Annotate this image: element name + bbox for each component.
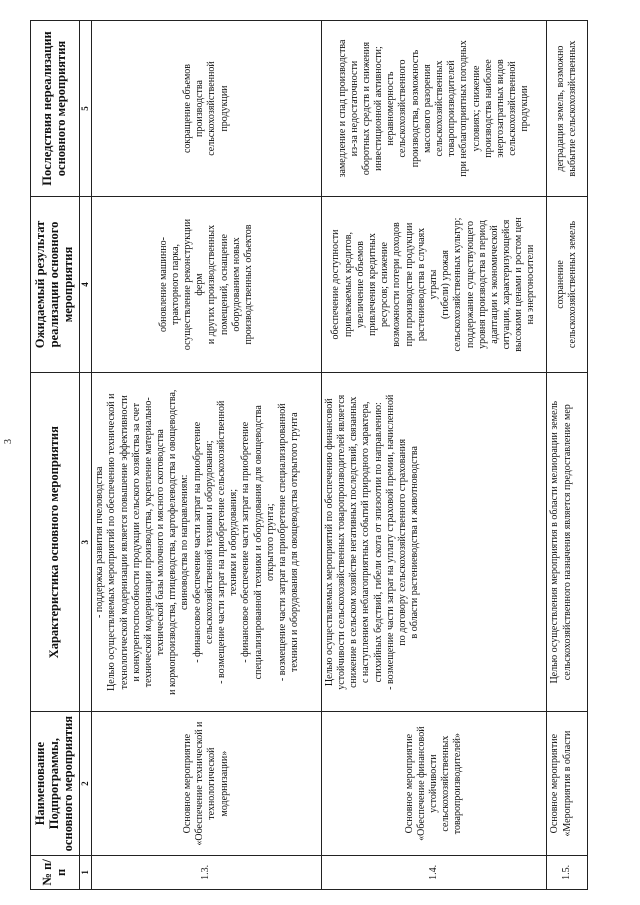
text-line: - поддержка развития пчеловодства	[94, 466, 106, 618]
header-name: Наименование Подпрограммы, основного мероприятия	[31, 712, 80, 855]
text-line: технической базы молочного и мясного скотоводства	[155, 429, 167, 656]
column-number: 5	[80, 21, 92, 197]
text-line: адаптации к экономической	[488, 225, 500, 344]
row-number: 1.3.	[92, 855, 322, 889]
text-line: продукции	[218, 85, 230, 132]
text-line: выбытие сельскохозяйственных	[567, 40, 579, 177]
text-line: ресурсов; снижение	[379, 242, 391, 327]
text-line: энергозатратных видов	[494, 59, 506, 158]
text-line: при производстве продукции	[403, 222, 415, 347]
text-line: обновление машинно-	[157, 237, 169, 332]
expected-result	[321, 197, 547, 373]
text-line: открытого грунта;	[264, 503, 276, 581]
measure-characteristic	[547, 372, 588, 712]
text-line: тракторного парка,	[169, 243, 181, 326]
text-line: условиях; снижение	[470, 65, 482, 152]
text-line: утраты	[427, 269, 439, 300]
column-number: 4	[80, 197, 92, 373]
row-number: 1.5.	[547, 855, 588, 889]
text-line: сельскохозяйственной	[206, 61, 218, 156]
text-line: сельскохозяйственных культур;	[452, 217, 464, 352]
header-consequence: Последствия нереализации основного мероприятия	[31, 21, 80, 197]
text-line: снижение в сельском хозяйстве негативных последствий, связанных	[348, 396, 360, 688]
measure-name: Основное мероприятие «Обеспечение технической и технологической модернизации»	[92, 712, 322, 855]
text-line: сельскохозяйственного	[397, 59, 409, 158]
expected-result	[92, 197, 322, 373]
table-row	[321, 21, 547, 890]
text-line: сельскохозяйственных	[434, 60, 446, 157]
measure-name: Основное мероприятие «Мероприятия в области	[547, 712, 588, 855]
text-line: деградация земель, возможно	[554, 45, 566, 172]
text-line: - финансовое обеспечение части затрат на приобретение	[191, 421, 203, 663]
text-line: Целью осуществления мероприятия в области мелиорации земель	[549, 400, 561, 684]
text-line: ферм	[194, 273, 206, 296]
text-line: инвестиционной активности;	[373, 46, 385, 171]
column-number: 3	[80, 372, 92, 712]
text-line: при неблагоприятных погодных	[458, 40, 470, 177]
text-line: технологической модернизации является повышение эффективности	[118, 395, 130, 690]
measure-name: Основное мероприятие «Обеспечение финансовой устойчивости сельскохозяйственных товаропроизводителей»	[321, 712, 547, 855]
non-implementation-consequence	[321, 21, 547, 197]
non-implementation-consequence	[92, 21, 322, 197]
text-line: растениеводства в случаях	[415, 227, 427, 342]
text-line: - финансовое обеспечение части затрат на приобретение	[240, 421, 252, 663]
table-row	[547, 21, 588, 890]
text-line: Целью осуществляемых мероприятий по обеспечению технической и	[106, 393, 118, 691]
text-line: оборудованием новых	[230, 237, 242, 332]
text-line: производства, возможность	[409, 49, 421, 168]
text-line: с наступлением неблагоприятных событий природного характера,	[360, 401, 372, 684]
header-result: Ожидаемый результат реализации основного мероприятия	[31, 197, 80, 373]
measure-characteristic	[321, 372, 547, 712]
text-line: сельскохозяйственной техники и оборудования;	[203, 440, 215, 645]
text-line: осуществление реконструкции	[182, 218, 194, 351]
header-number: № п/п	[31, 855, 80, 889]
text-line: сельскохозяйственной	[507, 61, 519, 156]
text-line: - возмещение части затрат на приобретение специализированной	[276, 403, 288, 682]
text-line: (гибели) урожая	[440, 249, 452, 320]
text-line: свиноводства по направлениям:	[179, 474, 191, 610]
text-line: поддержание существующего	[464, 221, 476, 349]
text-line: обеспечение доступности	[330, 229, 342, 340]
text-line: сокращение объемов	[182, 64, 194, 154]
text-line: стихийных бедствий, гибели скота от эпизоотии по направлению:	[372, 402, 384, 683]
text-line: Целью осуществляемых мероприятий по обеспечению финансовой	[323, 398, 335, 687]
text-line: и кормопроизводства, птицеводства, картофелеводства и овощеводства,	[167, 389, 179, 695]
expected-result	[547, 197, 588, 373]
text-line: техники и оборудования для овощеводства открытого грунта	[289, 412, 301, 673]
measures-table	[30, 20, 588, 890]
text-line: увеличение объемов	[354, 240, 366, 329]
column-number: 1	[80, 855, 92, 889]
text-line: производства наиболее	[482, 59, 494, 158]
text-line: неравномерность	[385, 71, 397, 146]
text-line: оборотных средств и снижения	[360, 41, 372, 176]
row-number: 1.4.	[321, 855, 547, 889]
text-line: высокими ценами и ростом цен	[513, 217, 525, 352]
header-characteristic: Характеристика основного мероприятия	[31, 372, 80, 712]
text-line: массового разорения	[421, 64, 433, 153]
text-line: производства	[194, 80, 206, 137]
text-line: - возмещение части затрат на уплату страховой премии, начисленной	[384, 394, 396, 690]
text-line: продукции	[519, 85, 531, 132]
page-number: 3	[3, 439, 14, 444]
text-line: уровня производства в период	[476, 220, 488, 349]
text-line: устойчивости сельскохозяйственных товаропроизводителей является	[335, 394, 347, 690]
non-implementation-consequence	[547, 21, 588, 197]
text-line: сельскохозяйственных земель	[567, 220, 579, 349]
text-line: - возмещение части затрат на приобретение сельскохозяйственной	[216, 400, 228, 684]
text-line: привлечения кредитных	[367, 233, 379, 336]
text-line: по договору сельскохозяйственного страхования	[396, 438, 408, 646]
text-line: технической модернизации производства, укрепление материально-	[142, 397, 154, 688]
text-line: замедление и спад производства	[336, 39, 348, 178]
text-line: помещений, оснащение	[218, 234, 230, 335]
text-line: сохранение	[554, 260, 566, 309]
text-line: ситуации, характеризующейся	[501, 219, 513, 350]
text-line: на энергоносители	[525, 244, 537, 325]
text-line: товаропроизводителей	[446, 60, 458, 157]
text-line: из-за недостаточности	[348, 60, 360, 157]
text-line: и конкурентоспособности продукции сельского хозяйства за счет	[130, 403, 142, 682]
table-row	[92, 21, 322, 890]
column-number: 2	[80, 712, 92, 855]
measure-characteristic	[92, 372, 322, 712]
text-line: привлекаемых кредитов,	[342, 232, 354, 337]
header-row	[31, 21, 80, 890]
text-line: техники и оборудования;	[228, 489, 240, 596]
text-line: специализированной техники и оборудования для овощеводства	[252, 405, 264, 680]
rotated-table-container	[30, 20, 588, 890]
column-number-row	[80, 21, 92, 890]
text-line: возможности потери доходов	[391, 222, 403, 347]
text-line: производственных объектов	[243, 224, 255, 345]
text-line: в области растениеводства и животноводства	[409, 446, 421, 639]
text-line: и других производственных	[206, 224, 218, 345]
text-line: сельскохозяйственного назначения является предоставление мер	[561, 404, 573, 681]
